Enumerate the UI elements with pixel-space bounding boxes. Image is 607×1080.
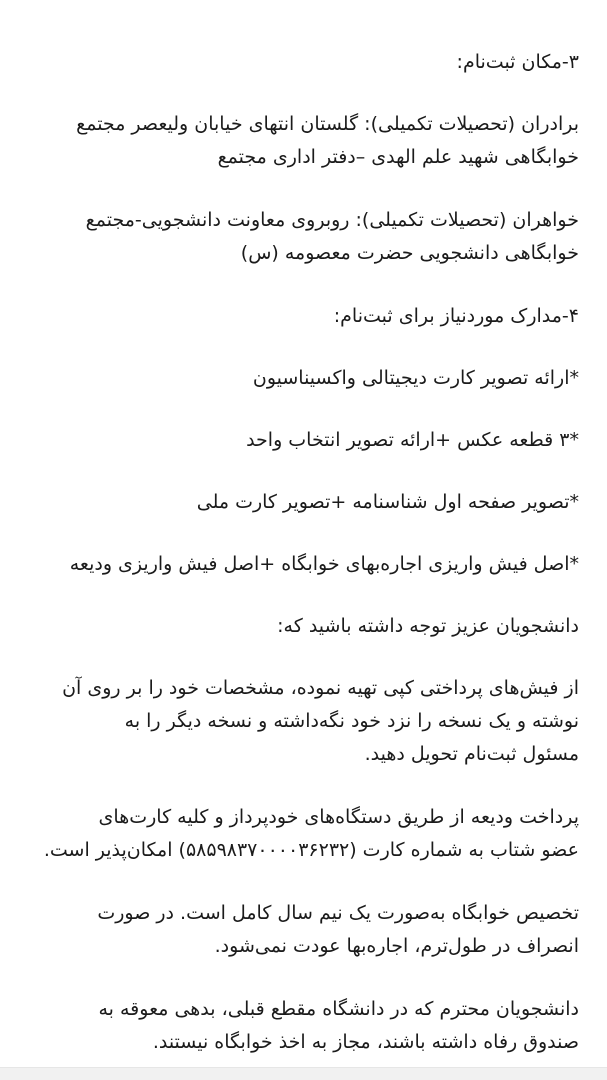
brothers-location-paragraph [28,108,579,174]
text-line: *۳ قطعه عکس +ارائه تصویر انتخاب واحد [246,429,579,451]
notice-heading [28,610,579,643]
text-line: عضو شتاب به شماره کارت (۵۸۵۹۸۳۷۰۰۰۰۳۶۲۳۲) امکان‌پذیر است. [43,839,579,861]
text-line: برادران (تحصیلات تکمیلی): گلستان انتهای خیابان ولیعصر مجتمع [76,113,579,135]
text-line: نوشته و یک نسخه را نزد خود نگه‌داشته و نسخه دیگر را به [124,710,579,732]
receipt-copy-paragraph [28,672,579,771]
text-line: پرداخت ودیعه از طریق دستگاه‌های خودپرداز و کلیه کارت‌های [98,806,579,828]
text-line: ۴-مدارک موردنیاز برای ثبت‌نام: [333,305,579,327]
sisters-location-paragraph [28,204,579,270]
requirement-item [28,362,579,395]
bottom-divider [0,1067,607,1080]
text-line: خواهران (تحصیلات تکمیلی): روبروی معاونت دانشجویی-مجتمع [85,209,579,231]
section-4-heading [28,300,579,333]
text-line: خوابگاهی شهید علم الهدی –دفتر اداری مجتمع [217,146,579,168]
requirement-item [28,424,579,457]
requirement-item [28,486,579,519]
requirement-item [28,548,579,581]
text-line: تخصیص خوابگاه به‌صورت یک نیم سال کامل است. در صورت [97,902,579,924]
deposit-payment-paragraph [28,801,579,867]
text-line: مسئول ثبت‌نام تحویل دهید. [364,743,579,765]
section-3-heading [28,46,579,79]
text-line: صندوق رفاه داشته باشند، مجاز به اخذ خوابگاه نیستند. [152,1031,579,1053]
debt-notice-paragraph [28,993,579,1059]
text-line: *تصویر صفحه اول شناسنامه +تصویر کارت ملی [196,491,579,513]
text-line: از فیش‌های پرداختی کپی تهیه نموده، مشخصات خود را بر روی آن [62,677,579,699]
text-line: *ارائه تصویر کارت دیجیتالی واکسیناسیون [252,367,579,389]
text-line: دانشجویان محترم که در دانشگاه مقطع قبلی، بدهی معوقه به [98,998,579,1020]
dorm-allocation-paragraph [28,897,579,963]
text-line: خوابگاهی دانشجویی حضرت معصومه (س) [240,242,579,264]
text-line: دانشجویان عزیز توجه داشته باشید که: [277,615,579,637]
text-line: *اصل فیش واریزی اجاره‌بهای خوابگاه +اصل فیش واریزی ودیعه [69,553,579,575]
text-line: ۳-مکان ثبت‌نام: [456,51,579,73]
text-line: انصراف در طول‌ترم، اجاره‌بها عودت نمی‌شود. [214,935,579,957]
